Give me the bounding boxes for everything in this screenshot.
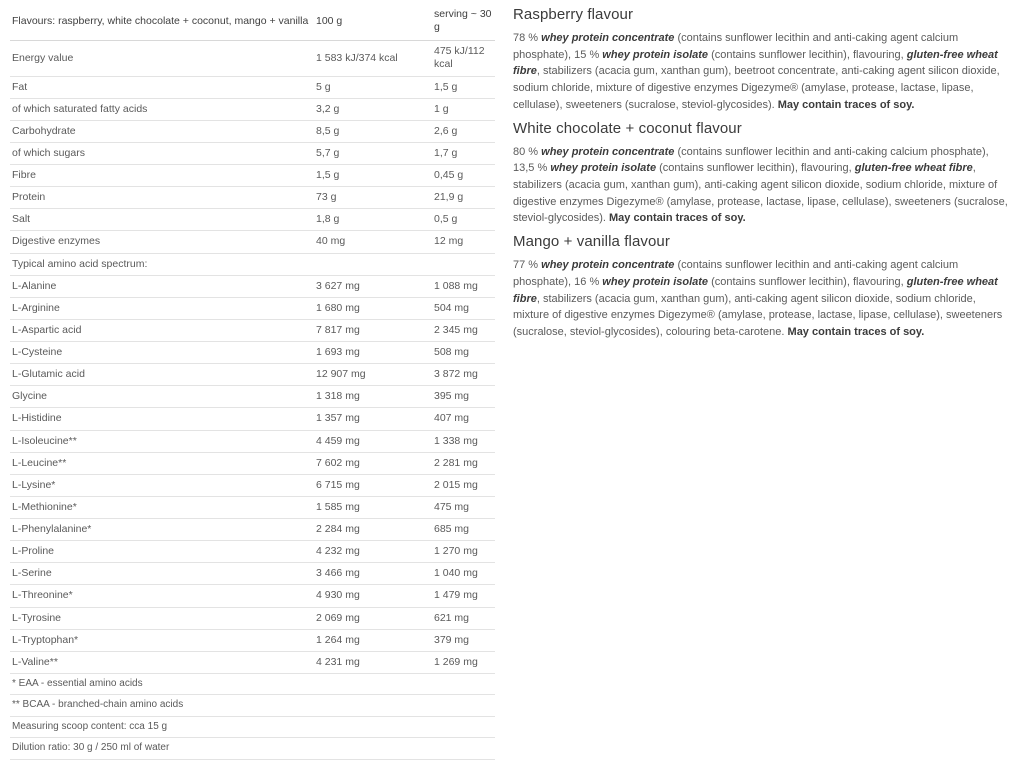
ingredient-text: gluten-free wheat fibre <box>513 48 998 78</box>
table-row <box>10 452 495 474</box>
row-value-100g: 3 627 mg <box>314 275 432 297</box>
row-value-serving: 2 345 mg <box>432 319 495 341</box>
row-value-serving <box>432 253 495 275</box>
row-value-serving: 407 mg <box>432 408 495 430</box>
table-row <box>10 496 495 518</box>
row-value-serving: 1 479 mg <box>432 585 495 607</box>
row-label: L-Serine <box>10 563 314 585</box>
table-row <box>10 275 495 297</box>
ingredient-text: (contains sunflower lecithin and anti-caking agent calcium phosphate), 16 % <box>513 259 959 288</box>
row-value-serving: 0,5 g <box>432 209 495 231</box>
row-value-serving: 1 g <box>432 98 495 120</box>
ingredient-text: , stabilizers (acacia gum, xanthan gum), anti-caking agent silicon dioxide, sodium chloride, mixture of digestive enzymes Digezyme® (amylase, protease, lactase, lipase, cellulase), sweeteners (sucralose, steviol-glycosides). <box>513 162 1008 225</box>
table-row <box>10 98 495 120</box>
table-row <box>10 430 495 452</box>
row-value-100g: 1 585 mg <box>314 496 432 518</box>
ingredient-text: (contains sunflower lecithin), flavouring, <box>708 48 907 61</box>
row-label: L-Isoleucine** <box>10 430 314 452</box>
row-value-serving: 1 269 mg <box>432 651 495 673</box>
table-row <box>10 319 495 341</box>
row-value-100g: 3,2 g <box>314 98 432 120</box>
flavour-ingredients <box>513 257 1010 341</box>
table-note-row <box>10 738 495 760</box>
row-label: Typical amino acid spectrum: <box>10 253 314 275</box>
flavour-title: White chocolate + coconut flavour <box>513 119 742 137</box>
row-value-100g: 1,5 g <box>314 165 432 187</box>
flavour-ingredients <box>513 144 1010 228</box>
row-value-100g: 12 907 mg <box>314 364 432 386</box>
nutrition-table <box>10 6 495 760</box>
ingredient-text: 80 % <box>513 145 542 158</box>
ingredient-text: gluten-free wheat fibre <box>854 162 973 175</box>
row-label: Energy value <box>10 41 314 76</box>
row-label: L-Aspartic acid <box>10 319 314 341</box>
ingredient-text: whey protein isolate <box>602 48 709 61</box>
row-value-100g: 1,8 g <box>314 209 432 231</box>
row-label: L-Phenylalanine* <box>10 519 314 541</box>
row-label: Salt <box>10 209 314 231</box>
row-value-serving: 2 015 mg <box>432 474 495 496</box>
row-label: L-Valine** <box>10 651 314 673</box>
row-label: L-Tyrosine <box>10 607 314 629</box>
column-header-100g: 100 g <box>314 6 432 41</box>
ingredient-text: May contain traces of soy. <box>787 326 925 339</box>
table-row <box>10 342 495 364</box>
ingredient-text: , stabilizers (acacia gum, xanthan gum), anti-caking agent silicon dioxide, sodium chloride, mixture of digestive enzymes Digezyme® (amylase, protease, lactase, lipase, cellulase), sweeteners (sucralose, steviol-glycosides), colouring beta-carotene. <box>513 292 1003 339</box>
nutrition-notes <box>10 673 495 759</box>
flavour-ingredients <box>513 30 1010 114</box>
ingredient-text: 78 % <box>513 32 542 44</box>
row-value-100g: 3 466 mg <box>314 563 432 585</box>
table-row <box>10 607 495 629</box>
row-value-serving: 475 kJ/112 kcal <box>432 41 495 76</box>
table-row <box>10 585 495 607</box>
row-value-100g: 1 693 mg <box>314 342 432 364</box>
row-label: L-Arginine <box>10 297 314 319</box>
row-value-100g: 8,5 g <box>314 120 432 142</box>
table-row <box>10 76 495 98</box>
table-row <box>10 563 495 585</box>
row-value-100g: 5 g <box>314 76 432 98</box>
table-note-row <box>10 716 495 738</box>
row-value-100g: 7 817 mg <box>314 319 432 341</box>
row-label: L-Histidine <box>10 408 314 430</box>
table-row <box>10 519 495 541</box>
row-value-100g: 1 583 kJ/374 kcal <box>314 41 432 76</box>
row-value-100g: 4 459 mg <box>314 430 432 452</box>
ingredient-text: whey protein isolate <box>550 162 657 175</box>
row-label: L-Lysine* <box>10 474 314 496</box>
row-value-100g <box>314 253 432 275</box>
table-row <box>10 187 495 209</box>
table-note: Dilution ratio: 30 g / 250 ml of water <box>10 738 495 760</box>
row-label: L-Glutamic acid <box>10 364 314 386</box>
ingredient-text: , stabilizers (acacia gum, xanthan gum), beetroot concentrate, anti-caking agent silicon dioxide, sodium chloride, mixture of digestive enzymes Digezyme® (amylase, protease, lactase, lipase, cellulase), sweeteners (sucralose, steviol-glycosides). <box>513 65 1000 111</box>
row-value-serving: 504 mg <box>432 297 495 319</box>
ingredient-text: (contains sunflower lecithin), flavouring, <box>656 162 855 175</box>
row-value-100g: 5,7 g <box>314 142 432 164</box>
row-value-serving: 621 mg <box>432 607 495 629</box>
row-label: Fat <box>10 76 314 98</box>
flavour-title: Mango + vanilla flavour <box>513 233 670 251</box>
row-value-serving: 379 mg <box>432 629 495 651</box>
table-row <box>10 165 495 187</box>
row-value-serving: 1,7 g <box>432 142 495 164</box>
table-row <box>10 651 495 673</box>
row-value-serving: 2,6 g <box>432 120 495 142</box>
table-row <box>10 629 495 651</box>
row-label: of which sugars <box>10 142 314 164</box>
row-value-100g: 7 602 mg <box>314 452 432 474</box>
table-row <box>10 209 495 231</box>
table-note-row <box>10 695 495 717</box>
table-header-row <box>10 6 495 41</box>
row-label: Digestive enzymes <box>10 231 314 253</box>
row-value-100g: 40 mg <box>314 231 432 253</box>
row-value-100g: 4 930 mg <box>314 585 432 607</box>
row-label: L-Tryptophan* <box>10 629 314 651</box>
ingredient-text: whey protein concentrate <box>541 32 675 44</box>
table-row <box>10 474 495 496</box>
row-value-100g: 1 264 mg <box>314 629 432 651</box>
row-value-serving: 685 mg <box>432 519 495 541</box>
row-value-100g: 6 715 mg <box>314 474 432 496</box>
flavour-title: Raspberry flavour <box>513 6 634 23</box>
ingredient-text: (contains sunflower lecithin and anti-caking calcium phosphate), 13,5 % <box>513 145 989 175</box>
row-value-100g: 1 318 mg <box>314 386 432 408</box>
table-note-row <box>10 673 495 695</box>
row-label: L-Cysteine <box>10 342 314 364</box>
table-row <box>10 541 495 563</box>
table-note: ** BCAA - branched-chain amino acids <box>10 695 495 717</box>
ingredient-text: (contains sunflower lecithin and anti-caking agent calcium phosphate), 15 % <box>513 32 959 61</box>
ingredient-text: whey protein isolate <box>602 275 709 288</box>
table-row <box>10 408 495 430</box>
table-row <box>10 253 495 275</box>
row-value-serving: 0,45 g <box>432 165 495 187</box>
table-row <box>10 231 495 253</box>
row-value-serving: 1 338 mg <box>432 430 495 452</box>
row-label: of which saturated fatty acids <box>10 98 314 120</box>
table-note: * EAA - essential amino acids <box>10 673 495 695</box>
row-value-serving: 1 088 mg <box>432 275 495 297</box>
ingredient-text: whey protein concentrate <box>541 259 675 272</box>
row-label: Fibre <box>10 165 314 187</box>
row-label: L-Leucine** <box>10 452 314 474</box>
row-value-100g: 1 680 mg <box>314 297 432 319</box>
column-header-serving: serving ~ 30 g <box>432 6 495 41</box>
table-row <box>10 364 495 386</box>
row-label: L-Proline <box>10 541 314 563</box>
row-value-serving: 2 281 mg <box>432 452 495 474</box>
nutrition-panel <box>0 0 505 754</box>
row-value-100g: 73 g <box>314 187 432 209</box>
row-value-serving: 475 mg <box>432 496 495 518</box>
ingredient-text: whey protein concentrate <box>541 145 675 158</box>
row-value-serving: 1 270 mg <box>432 541 495 563</box>
ingredient-text: May contain traces of soy. <box>777 98 915 111</box>
row-value-100g: 1 357 mg <box>314 408 432 430</box>
row-label: Glycine <box>10 386 314 408</box>
row-value-100g: 4 232 mg <box>314 541 432 563</box>
row-value-100g: 2 069 mg <box>314 607 432 629</box>
table-row <box>10 41 495 76</box>
row-value-serving: 395 mg <box>432 386 495 408</box>
table-note: Measuring scoop content: cca 15 g <box>10 716 495 738</box>
row-label: L-Alanine <box>10 275 314 297</box>
flavour-list <box>513 6 1010 341</box>
row-value-serving: 21,9 g <box>432 187 495 209</box>
flavours-header: Flavours: raspberry, white chocolate + coconut, mango + vanilla <box>10 6 314 41</box>
row-value-serving: 1 040 mg <box>432 563 495 585</box>
row-value-serving: 508 mg <box>432 342 495 364</box>
row-value-serving: 12 mg <box>432 231 495 253</box>
row-value-100g: 2 284 mg <box>314 519 432 541</box>
row-value-serving: 1,5 g <box>432 76 495 98</box>
table-row <box>10 120 495 142</box>
table-row <box>10 297 495 319</box>
row-label: Protein <box>10 187 314 209</box>
ingredient-text: 77 % <box>513 259 542 272</box>
table-row <box>10 142 495 164</box>
ingredient-text: gluten-free wheat fibre <box>513 275 998 305</box>
row-label: L-Threonine* <box>10 585 314 607</box>
ingredient-text: (contains sunflower lecithin), flavouring, <box>708 275 907 288</box>
row-label: L-Methionine* <box>10 496 314 518</box>
nutrition-rows <box>10 41 495 674</box>
table-row <box>10 386 495 408</box>
ingredient-text: May contain traces of soy. <box>608 212 746 225</box>
flavour-descriptions-panel <box>505 0 1024 476</box>
row-label: Carbohydrate <box>10 120 314 142</box>
row-value-serving: 3 872 mg <box>432 364 495 386</box>
row-value-100g: 4 231 mg <box>314 651 432 673</box>
nutrition-table-body <box>10 6 495 41</box>
